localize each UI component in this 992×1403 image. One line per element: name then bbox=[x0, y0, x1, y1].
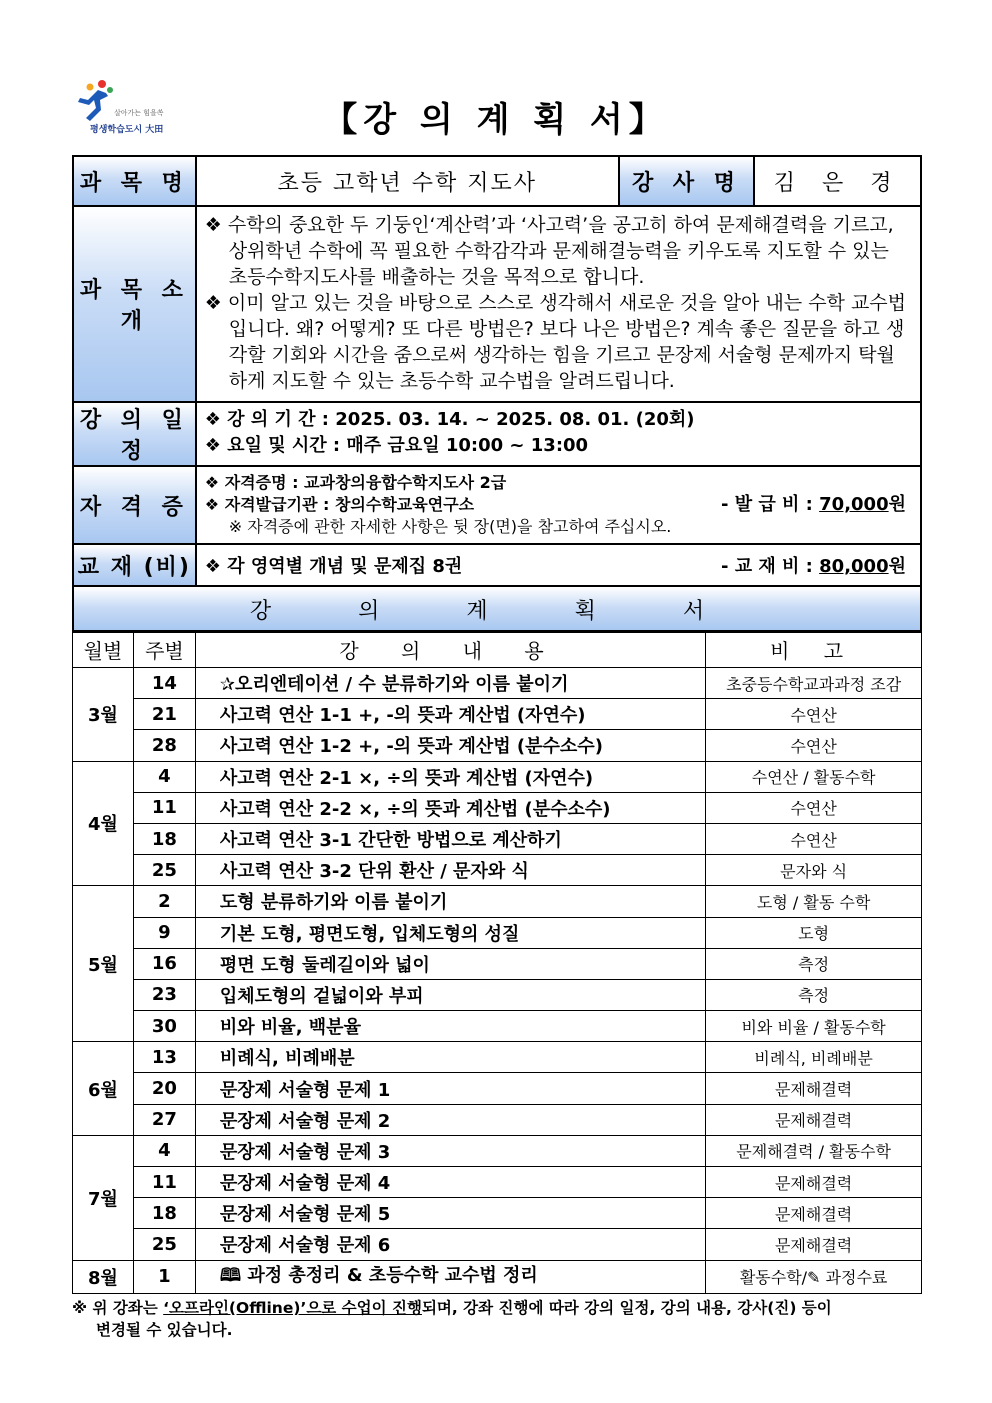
textbook-fee-value: 80,000 bbox=[819, 556, 889, 577]
week-cell: 28 bbox=[133, 730, 195, 761]
note-cell: 도형 / 활동 수학 bbox=[706, 886, 922, 917]
textbook-content bbox=[196, 544, 921, 586]
schedule-row bbox=[73, 1135, 922, 1166]
note-cell: 문제해결력 bbox=[706, 1198, 922, 1229]
schedule-row bbox=[73, 761, 922, 792]
week-cell: 13 bbox=[133, 1042, 195, 1073]
note-cell: 비와 비율 / 활동수학 bbox=[706, 1011, 922, 1042]
certificate-fee-value: 70,000 bbox=[819, 494, 889, 515]
footer-suffix: 되며, 강좌 진행에 따라 강의 일정, 강의 내용, 강사(진) 등이 bbox=[421, 1299, 832, 1317]
footer-underlined: ‘오프라인(Offline)’으로 수업이 진행 bbox=[163, 1299, 422, 1317]
logo-caption-top: 살아가는 힘을쏙 bbox=[114, 109, 164, 117]
schedule-row bbox=[73, 979, 922, 1010]
plan-title: 강 의 계 획 서 bbox=[73, 586, 921, 632]
note-cell: 수연산 bbox=[706, 792, 922, 823]
week-cell: 23 bbox=[133, 979, 195, 1010]
schedule-row bbox=[73, 886, 922, 917]
certificate-fee-unit: 원 bbox=[888, 494, 906, 515]
certificate-name: ❖ 자격증명 : 교과창의융합수학지도사 2급 bbox=[204, 473, 507, 492]
week-cell: 25 bbox=[133, 1229, 195, 1260]
schedule-row bbox=[73, 948, 922, 979]
textbook-fee-label: - 교 재 비 : bbox=[720, 556, 820, 577]
note-cell: 문제해결력 bbox=[706, 1167, 922, 1198]
topic-cell: 사고력 연산 2-2 ×, ÷의 뜻과 계산법 (분수소수) bbox=[195, 792, 705, 823]
col-note: 비 고 bbox=[706, 631, 922, 668]
topic-cell: 도형 분류하기와 이름 붙이기 bbox=[195, 886, 705, 917]
topic-cell: 사고력 연산 3-1 간단한 방법으로 계산하기 bbox=[195, 823, 705, 854]
week-cell: 14 bbox=[133, 668, 195, 699]
intro-label: 과 목 소 개 bbox=[73, 206, 196, 402]
week-cell: 16 bbox=[133, 948, 195, 979]
schedule-row bbox=[73, 1104, 922, 1135]
certificate-note: ※ 자격증에 관한 자세한 사항은 뒷 장(면)을 참고하여 주십시오. bbox=[228, 517, 672, 536]
week-cell: 4 bbox=[133, 761, 195, 792]
schedule-row bbox=[73, 792, 922, 823]
note-cell: 수연산 bbox=[706, 730, 922, 761]
intro-bullet-2: ❖ 이미 알고 있는 것을 바탕으로 스스로 생각해서 새로운 것을 알아 내는 수학 교수법입니다. 왜? 어떻게? 또 다른 방법은? 보다 나은 방법은? 계속 좋은 질문을 하고 생각할 기회와 시간을 줌으로써 생각하는 힘을 기르고 문장제 서술형 문제까지 탁월하게 지도할 수 있는 초등수학 교수법을 알려드립니다. bbox=[204, 292, 907, 392]
topic-cell: 비례식, 비례배분 bbox=[195, 1042, 705, 1073]
note-cell: 초중등수학교과과정 조감 bbox=[706, 668, 922, 699]
schedule-row bbox=[73, 1011, 922, 1042]
textbook-label: 교 재 (비) bbox=[73, 544, 196, 586]
topic-cell: 문장제 서술형 문제 3 bbox=[195, 1135, 705, 1166]
note-cell: 측정 bbox=[706, 948, 922, 979]
lecture-schedule-table bbox=[72, 630, 922, 1294]
col-week: 주별 bbox=[133, 631, 195, 668]
topic-cell: 사고력 연산 1-2 +, -의 뜻과 계산법 (분수소수) bbox=[195, 730, 705, 761]
note-cell: 측정 bbox=[706, 979, 922, 1010]
note-cell: 활동수학/✎ 과정수료 bbox=[706, 1260, 922, 1293]
topic-cell: 입체도형의 겉넓이와 부피 bbox=[195, 979, 705, 1010]
course-info-table bbox=[72, 155, 922, 633]
certificate-content bbox=[196, 466, 921, 544]
note-cell: 문자와 식 bbox=[706, 855, 922, 886]
week-cell: 18 bbox=[133, 1198, 195, 1229]
certificate-issuer: ❖ 자격발급기관 : 창의수학교육연구소 bbox=[204, 495, 475, 514]
textbook-fee-unit: 원 bbox=[888, 556, 906, 577]
note-cell: 문제해결력 bbox=[706, 1104, 922, 1135]
topic-cell: 🕮 과정 총정리 & 초등수학 교수법 정리 bbox=[195, 1260, 705, 1293]
schedule-row bbox=[73, 1167, 922, 1198]
note-cell: 수연산 bbox=[706, 699, 922, 730]
week-cell: 20 bbox=[133, 1073, 195, 1104]
month-cell: 3월 bbox=[73, 668, 134, 762]
topic-cell: 문장제 서술형 문제 5 bbox=[195, 1198, 705, 1229]
subject-label: 과 목 명 bbox=[73, 156, 196, 206]
schedule-label: 강 의 일 정 bbox=[73, 402, 196, 466]
note-cell: 비례식, 비례배분 bbox=[706, 1042, 922, 1073]
month-cell: 4월 bbox=[73, 761, 134, 886]
note-cell: 도형 bbox=[706, 917, 922, 948]
week-cell: 18 bbox=[133, 823, 195, 854]
schedule-row bbox=[73, 1260, 922, 1293]
teacher-value: 김 은 경 bbox=[754, 156, 921, 206]
topic-cell: 비와 비율, 백분율 bbox=[195, 1011, 705, 1042]
week-cell: 11 bbox=[133, 1167, 195, 1198]
month-cell: 8월 bbox=[73, 1260, 134, 1293]
footer-prefix: ※ 위 강좌는 bbox=[72, 1299, 164, 1317]
week-cell: 21 bbox=[133, 699, 195, 730]
week-cell: 30 bbox=[133, 1011, 195, 1042]
schedule-time: ❖ 요일 및 시간 : 매주 금요일 10:00 ~ 13:00 bbox=[204, 435, 589, 456]
topic-cell: 기본 도형, 평면도형, 입체도형의 성질 bbox=[195, 917, 705, 948]
week-cell: 9 bbox=[133, 917, 195, 948]
month-cell: 5월 bbox=[73, 886, 134, 1042]
note-cell: 수연산 bbox=[706, 823, 922, 854]
schedule-row bbox=[73, 823, 922, 854]
subject-value: 초등 고학년 수학 지도사 bbox=[196, 156, 619, 206]
note-cell: 수연산 / 활동수학 bbox=[706, 761, 922, 792]
teacher-label: 강 사 명 bbox=[619, 156, 755, 206]
week-cell: 1 bbox=[133, 1260, 195, 1293]
textbook-desc: ❖ 각 영역별 개념 및 문제집 8권 bbox=[204, 556, 463, 577]
topic-cell: ✰오리엔테이션 / 수 분류하기와 이름 붙이기 bbox=[195, 668, 705, 699]
topic-cell: 문장제 서술형 문제 6 bbox=[195, 1229, 705, 1260]
topic-cell: 문장제 서술형 문제 4 bbox=[195, 1167, 705, 1198]
schedule-row bbox=[73, 1042, 922, 1073]
schedule-row bbox=[73, 668, 922, 699]
intro-content bbox=[196, 206, 921, 402]
footer-line2: 변경될 수 있습니다. bbox=[96, 1321, 233, 1339]
logo-caption-bottom: 평생학습도시 大田 bbox=[90, 125, 164, 135]
schedule-row bbox=[73, 917, 922, 948]
week-cell: 4 bbox=[133, 1135, 195, 1166]
schedule-row bbox=[73, 1198, 922, 1229]
note-cell: 문제해결력 / 활동수학 bbox=[706, 1135, 922, 1166]
month-cell: 6월 bbox=[73, 1042, 134, 1136]
week-cell: 2 bbox=[133, 886, 195, 917]
topic-cell: 사고력 연산 1-1 +, -의 뜻과 계산법 (자연수) bbox=[195, 699, 705, 730]
schedule-period: ❖ 강 의 기 간 : 2025. 03. 14. ~ 2025. 08. 01. (20회) bbox=[204, 409, 695, 430]
certificate-label: 자 격 증 bbox=[73, 466, 196, 544]
topic-cell: 평면 도형 둘레길이와 넓이 bbox=[195, 948, 705, 979]
week-cell: 11 bbox=[133, 792, 195, 823]
topic-cell: 문장제 서술형 문제 1 bbox=[195, 1073, 705, 1104]
schedule-row bbox=[73, 1073, 922, 1104]
page-title: 【강 의 계 획 서】 bbox=[323, 100, 669, 140]
note-cell: 문제해결력 bbox=[706, 1073, 922, 1104]
week-cell: 25 bbox=[133, 855, 195, 886]
schedule-row bbox=[73, 699, 922, 730]
topic-cell: 문장제 서술형 문제 2 bbox=[195, 1104, 705, 1135]
week-cell: 27 bbox=[133, 1104, 195, 1135]
note-cell: 문제해결력 bbox=[706, 1229, 922, 1260]
footer-notice bbox=[72, 1297, 922, 1341]
col-content: 강 의 내 용 bbox=[195, 631, 705, 668]
month-cell: 7월 bbox=[73, 1135, 134, 1260]
intro-bullet-1: ❖ 수학의 중요한 두 기둥인‘계산력’과 ‘사고력’을 공고히 하여 문제해결력을 기르고, 상위학년 수학에 꼭 필요한 수학감각과 문제해결능력을 키우도록 지도할 수 있는 초등수학지도사를 배출하는 것을 목적으로 합니다. bbox=[204, 214, 894, 288]
certificate-fee-label: - 발 급 비 : bbox=[720, 494, 820, 515]
schedule-row bbox=[73, 855, 922, 886]
topic-cell: 사고력 연산 3-2 단위 환산 / 문자와 식 bbox=[195, 855, 705, 886]
col-month: 월별 bbox=[73, 631, 134, 668]
topic-cell: 사고력 연산 2-1 ×, ÷의 뜻과 계산법 (자연수) bbox=[195, 761, 705, 792]
schedule-row bbox=[73, 730, 922, 761]
schedule-content bbox=[196, 402, 921, 466]
schedule-row bbox=[73, 1229, 922, 1260]
